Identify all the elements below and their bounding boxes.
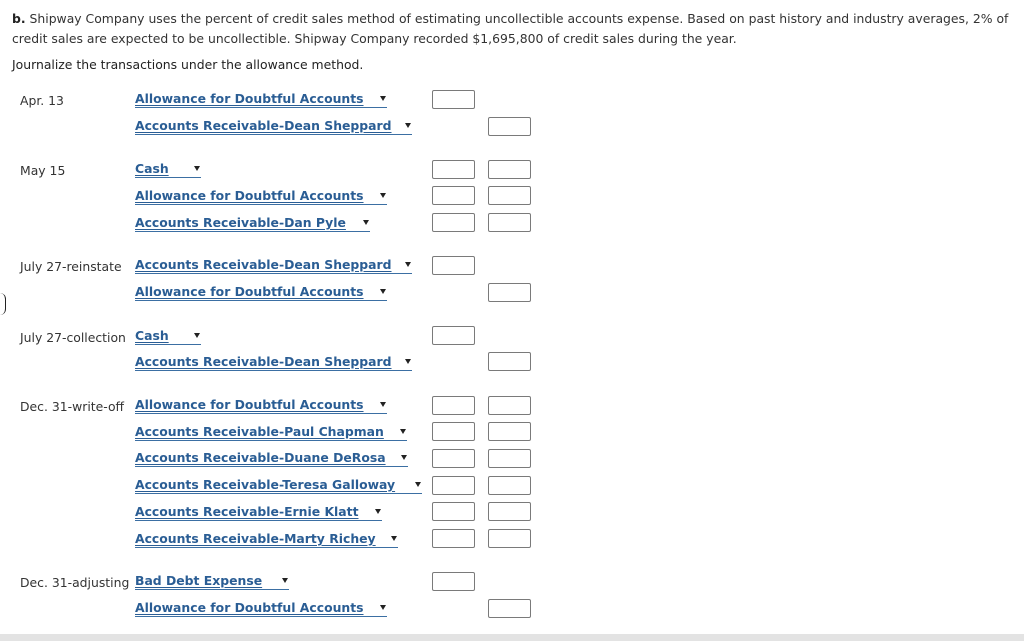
debit-amount-input[interactable] [432, 449, 475, 468]
account-select[interactable] [135, 118, 412, 135]
account-select-value: Accounts Receivable-Marty Richey [135, 531, 376, 546]
dropdown-arrow-icon [405, 262, 411, 267]
debit-amount-input[interactable] [432, 529, 475, 548]
account-select[interactable] [135, 354, 412, 371]
credit-amount-input[interactable] [488, 117, 531, 136]
dropdown-arrow-icon [405, 359, 411, 364]
dropdown-arrow-icon [380, 193, 386, 198]
account-select-value: Allowance for Doubtful Accounts [135, 284, 364, 299]
debit-amount-input[interactable] [432, 502, 475, 521]
account-select-value: Allowance for Doubtful Accounts [135, 188, 364, 203]
account-select-value: Accounts Receivable-Dean Sheppard [135, 118, 392, 133]
credit-amount-input[interactable] [488, 283, 531, 302]
account-select-value: Accounts Receivable-Teresa Galloway [135, 477, 396, 492]
dropdown-arrow-icon [380, 605, 386, 610]
entry-date: Dec. 31-write-off [20, 399, 125, 414]
account-select-value: Cash [135, 161, 169, 176]
dropdown-arrow-icon [380, 96, 386, 101]
account-select[interactable] [135, 91, 387, 108]
account-select[interactable] [135, 188, 387, 205]
credit-amount-input[interactable] [488, 449, 531, 468]
debit-amount-input[interactable] [432, 422, 475, 441]
dropdown-arrow-icon [391, 536, 397, 541]
account-select[interactable] [135, 161, 201, 178]
account-select-value: Bad Debt Expense [135, 573, 263, 588]
credit-amount-input[interactable] [488, 213, 531, 232]
account-select-value: Accounts Receivable-Ernie Klatt [135, 504, 359, 519]
account-select[interactable] [135, 424, 407, 441]
entry-date: Dec. 31-adjusting [20, 575, 130, 590]
account-select-value: Accounts Receivable-Duane DeRosa [135, 450, 386, 465]
credit-amount-input[interactable] [488, 396, 531, 415]
account-select-value: Cash [135, 328, 169, 343]
debit-amount-input[interactable] [432, 90, 475, 109]
account-select[interactable] [135, 328, 201, 345]
instruction-text: Journalize the transactions under the allowance method. [12, 57, 364, 72]
debit-amount-input[interactable] [432, 186, 475, 205]
credit-amount-input[interactable] [488, 529, 531, 548]
credit-amount-input[interactable] [488, 502, 531, 521]
account-select-value: Accounts Receivable-Dean Sheppard [135, 354, 392, 369]
debit-amount-input[interactable] [432, 476, 475, 495]
account-select[interactable] [135, 573, 289, 590]
debit-amount-input[interactable] [432, 326, 475, 345]
account-select-value: Allowance for Doubtful Accounts [135, 600, 364, 615]
account-select[interactable] [135, 531, 398, 548]
account-select[interactable] [135, 477, 422, 494]
problem-text: Shipway Company uses the percent of credit sales method of estimating uncollectible accounts expense. Based on past history and industry averages, 2% of credit sales are expected to be uncollectible. Shipway Company recorded $1,695,800 of credit sales during the year. [12, 11, 1009, 46]
credit-amount-input[interactable] [488, 352, 531, 371]
entry-date: July 27-collection [20, 330, 126, 345]
account-select-value: Allowance for Doubtful Accounts [135, 397, 364, 412]
dropdown-arrow-icon [380, 402, 386, 407]
entry-date: July 27-reinstate [20, 259, 122, 274]
part-label: b. [12, 11, 26, 26]
credit-amount-input[interactable] [488, 422, 531, 441]
problem-statement [12, 9, 1017, 49]
dropdown-arrow-icon [400, 429, 406, 434]
account-select[interactable] [135, 450, 408, 467]
debit-amount-input[interactable] [432, 572, 475, 591]
account-select[interactable] [135, 284, 387, 301]
entry-date: Apr. 13 [20, 93, 64, 108]
account-select[interactable] [135, 257, 412, 274]
bracket-mark [0, 293, 6, 315]
credit-amount-input[interactable] [488, 599, 531, 618]
bottom-divider [0, 634, 1024, 641]
credit-amount-input[interactable] [488, 476, 531, 495]
debit-amount-input[interactable] [432, 160, 475, 179]
account-select-value: Accounts Receivable-Paul Chapman [135, 424, 384, 439]
dropdown-arrow-icon [194, 333, 200, 338]
dropdown-arrow-icon [405, 123, 411, 128]
debit-amount-input[interactable] [432, 396, 475, 415]
account-select[interactable] [135, 215, 370, 232]
debit-amount-input[interactable] [432, 213, 475, 232]
dropdown-arrow-icon [194, 166, 200, 171]
dropdown-arrow-icon [401, 455, 407, 460]
account-select-value: Accounts Receivable-Dean Sheppard [135, 257, 392, 272]
account-select[interactable] [135, 397, 387, 414]
dropdown-arrow-icon [380, 289, 386, 294]
dropdown-arrow-icon [363, 220, 369, 225]
debit-amount-input[interactable] [432, 256, 475, 275]
dropdown-arrow-icon [282, 578, 288, 583]
dropdown-arrow-icon [415, 482, 421, 487]
dropdown-arrow-icon [375, 509, 381, 514]
account-select[interactable] [135, 504, 382, 521]
account-select-value: Accounts Receivable-Dan Pyle [135, 215, 346, 230]
entry-date: May 15 [20, 163, 66, 178]
account-select[interactable] [135, 600, 387, 617]
credit-amount-input[interactable] [488, 160, 531, 179]
account-select-value: Allowance for Doubtful Accounts [135, 91, 364, 106]
credit-amount-input[interactable] [488, 186, 531, 205]
